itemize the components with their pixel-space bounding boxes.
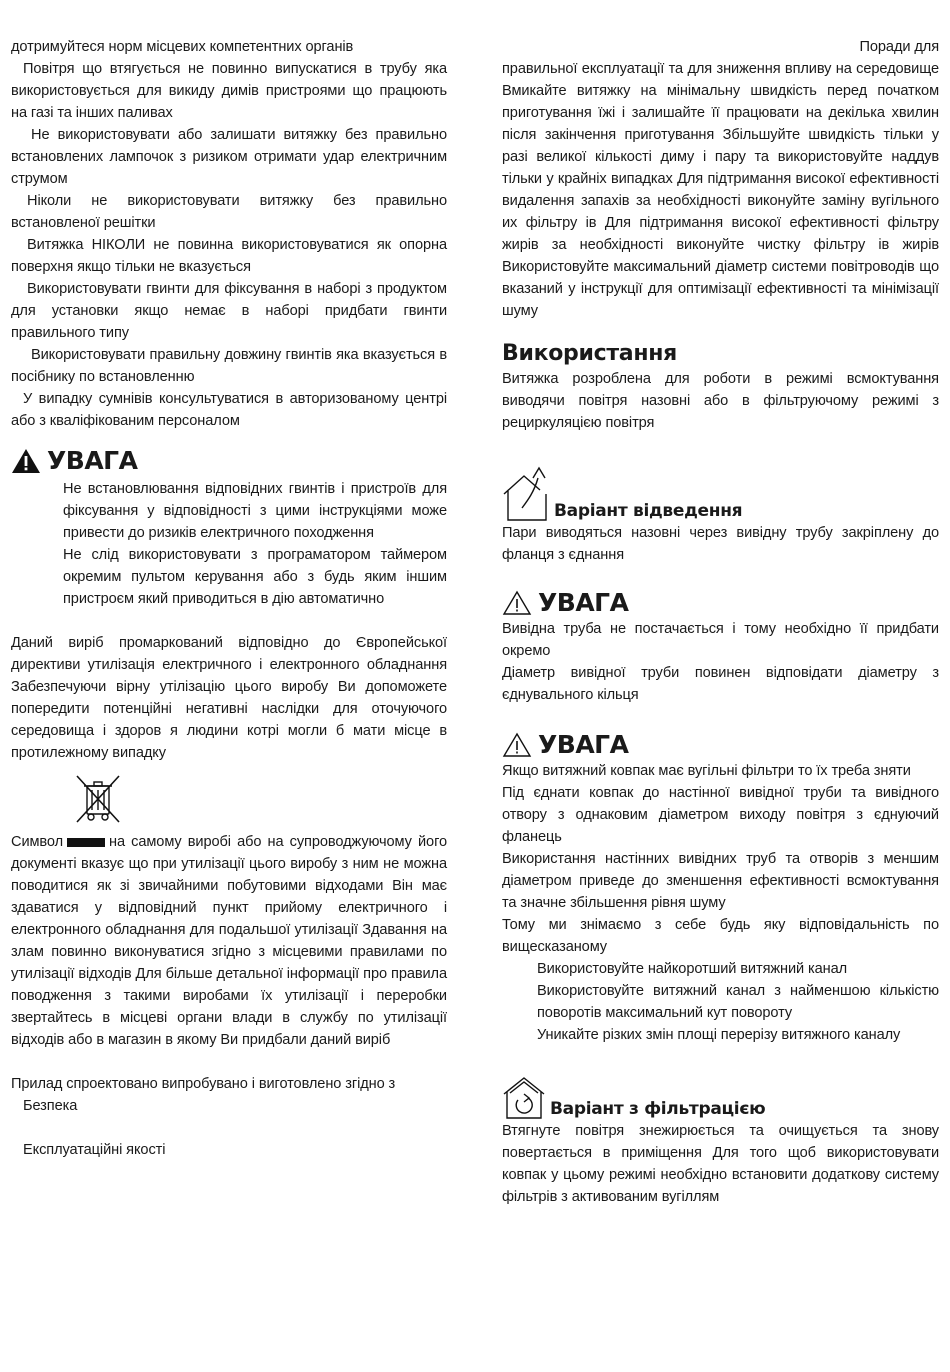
paragraph-air-exhaust: Повітря що втягується не повинно випускатися в трубу яка використовується для викиду димів пристроями що працюють на газі та інших паливах [11, 61, 447, 121]
paragraph-screw-length: Використовувати правильну довжину гвинтів яка вказується в посібнику по встановленню [11, 347, 447, 385]
weee-bin-icon [73, 774, 447, 829]
warning-title-2: УВАГА [538, 730, 629, 759]
warning-outline-icon [502, 590, 532, 616]
paragraph-carbon-filters: Якщо витяжний ковпак має вугільні фільтри то їх треба зняти [502, 763, 911, 779]
paragraph-smaller-diameter: Використання настінних вивідних труб та отворів з меншим діаметром приведе до зменшення ефективності всмоктування та значне збільшення рівня шуму [502, 851, 939, 911]
list-item: Використовуйте найкоротший витяжний канал [537, 961, 848, 977]
paragraph-lamps: Не використовувати або залишати витяжку без правильно встановлених лампочок з ризиком отримати удар електричним струмом [11, 127, 447, 187]
paragraph-pipe-diameter: Діаметр вивідної труби повинен відповідати діаметру з єднувального кільця [502, 665, 939, 703]
paragraph-weee-directive: Даний виріб промаркований відповідно до Європейської директиви утилізація електричного і електронного обладнання Забезпечуючи вірну утілізацію цього виробу Ви допоможете попередити потенційні негативні наслідки для оточуючого середовища і здоров я людини котрі могли б мати місце в протилежному випадку [11, 635, 447, 761]
paragraph-screws: Використовувати гвинти для фіксування в наборі з продуктом для установки якщо немає в наборі придбати гвинти правильного типу [11, 281, 447, 341]
warning-heading-2 [502, 730, 939, 760]
warning-paragraph-timer: Не слід використовувати з програматором таймером окремим пультом керування або з будь яким іншим пристроєм який приводиться в дію автоматично [63, 547, 447, 607]
warning-title: УВАГА [47, 446, 138, 475]
warning-outline-icon [502, 732, 532, 758]
right-column [502, 36, 939, 1208]
paragraph-safety: Безпека [23, 1098, 78, 1114]
variant-exhaust-heading [502, 464, 939, 522]
symbol-word: Символ [11, 834, 64, 850]
warning-title-1: УВАГА [538, 588, 629, 617]
symbol-rest: на самому виробі або на супроводжуючому його документі вказує що при утилізації цього виробу з ним не можна поводитися як зі звичайними побутовими відходами Він має здаватися у відповідний пункт прийому електричного і електронного обладнання для подальшої утилізації Здавання на злам повинно виконуватися згідно з місцевими правилами по утилізації відходів Для більше детальної інформації про правила поводження з такими виробами їх утилізації і переробки звертайтесь в місцеві органи влади в службу по утилізації відходів або в магазин в якому Ви придбали даний виріб [11, 834, 447, 1048]
list-item: Використовуйте витяжний канал з найменшою кількістю поворотів максимальний кут повороту [537, 983, 939, 1021]
paragraph-grille: Ніколи не використовувати витяжку без правильно встановленої решітки [11, 193, 447, 231]
paragraph-local-norms: дотримуйтеся норм місцевих компетентних органів [11, 39, 354, 55]
house-exhaust-icon [502, 464, 550, 522]
paragraph-usage: Витяжка розроблена для роботи в режимі всмоктування виводячи повітря назовні або в фільтруючому режимі з рециркуляцією повітря [502, 371, 939, 431]
variant-filter-label: Варіант з фільтрацією [550, 1099, 766, 1119]
paragraph-symbol [11, 831, 447, 1051]
paragraph-support-surface: Витяжка НІКОЛИ не повинна використовуватися як опорна поверхня якщо тільки не вказується [11, 237, 447, 275]
warning-heading [11, 446, 447, 476]
black-bar-symbol [67, 838, 105, 847]
warning-filled-icon [11, 448, 41, 474]
variant-exhaust-label: Варіант відведення [554, 501, 743, 521]
duct-list [502, 958, 939, 1046]
list-item: Уникайте різких змін площі перерізу витяжного каналу [537, 1027, 901, 1043]
paragraph-consult: У випадку сумнівів консультуватися в авторизованому центрі або з кваліфікованим персоналом [11, 391, 447, 429]
paragraph-responsibility: Тому ми знімаємо з себе будь яку відповідальність по вищесказаному [502, 917, 939, 955]
variant-filter-heading [502, 1076, 939, 1120]
tips-heading: Поради для [859, 39, 939, 55]
paragraph-operating: Експлуатаційні якості [23, 1142, 166, 1158]
paragraph-connect-hood: Під єднати ковпак до настінної вивідної труби та вивідного отвору з однаковим діаметром виходу повітря з єднуючий фланець [502, 785, 939, 845]
house-recirculation-icon [502, 1076, 546, 1120]
paragraph-filter: Втягнуте повітря знежирюється та очищується та знову повертається в приміщення Для того щоб використовувати ковпак у цьому режимі необхідно встановити додаткову систему фільтрів з активованим вугіллям [502, 1123, 939, 1205]
warning-heading-1 [502, 588, 939, 618]
left-column [11, 36, 447, 1161]
paragraph-pipe-not-supplied: Вивідна труба не постачається і тому необхідно її придбати окремо [502, 621, 939, 659]
usage-title: Використання [502, 341, 677, 366]
paragraph-designed: Прилад спроектовано випробувано і виготовлено згідно з [11, 1076, 396, 1092]
paragraph-exhaust: Пари виводяться назовні через вивідну трубу закріплену до фланця з єднання [502, 525, 939, 563]
paragraph-tips: правильної експлуатації та для зниження впливу на середовище Вмикайте витяжку на мінімальну швидкість перед початком приготування їжі і залишайте її працювати на декілька хвилин після закінчення приготування Збільшуйте швидкість тільки у разі великої кількості диму і пару та використовуйте наддув тільки у крайніх випадках Для підтримання високої ефективності видалення запахів за необхідності виконуйте заміну вугільного их фільтру ів Для підтримання високої ефективності фільтру жирів за необхідності виконуйте чистку фільтру ів жирів Використовуйте максимальний діаметр системи повітроводів що вказаний у інструкції для оптимізації ефективності та мінімізації шуму [502, 61, 939, 319]
warning-paragraph-screws: Не встановлювання відповідних гвинтів і пристроїв для фіксування у відповідності з цими інструкціями може привести до ризиків електричного походження [63, 481, 447, 541]
warning-body [11, 478, 447, 610]
